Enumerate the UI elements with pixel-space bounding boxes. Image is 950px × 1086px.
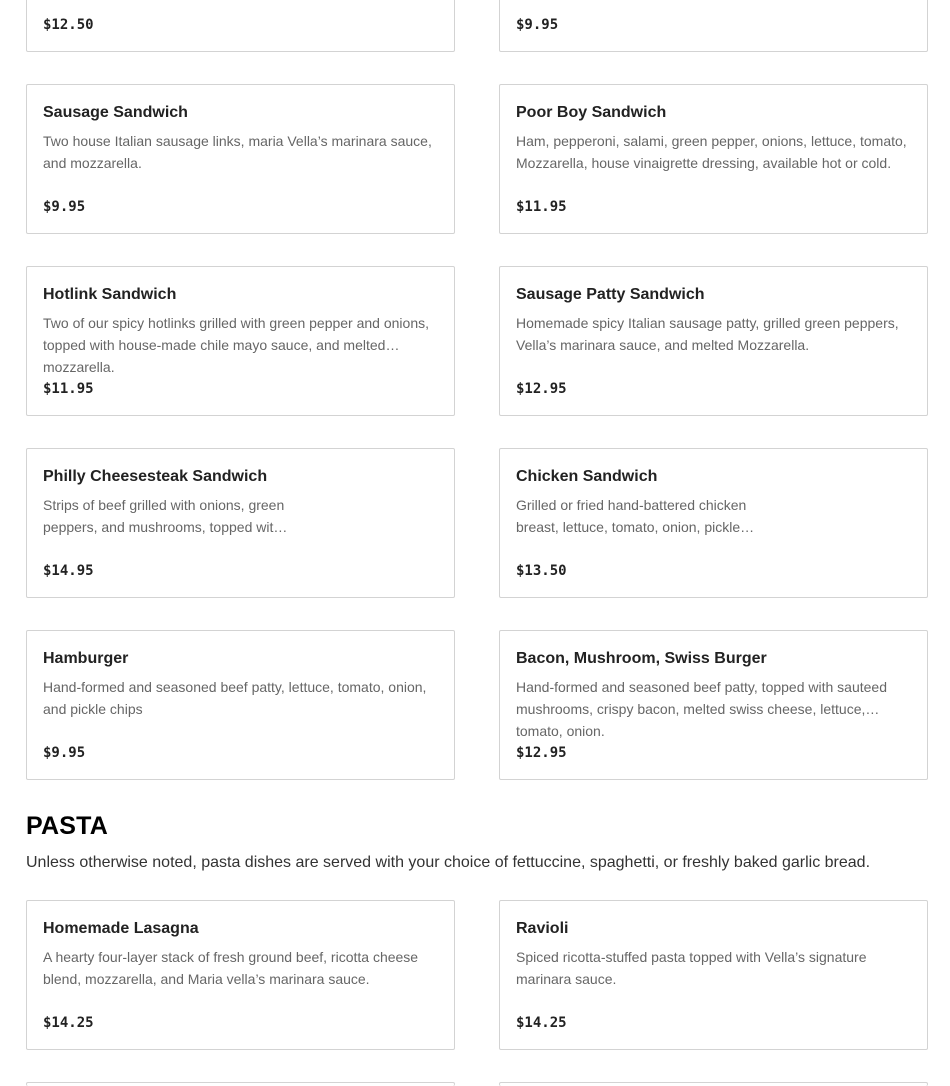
menu-item-name: Chicken Sandwich xyxy=(516,468,658,485)
menu-item-card[interactable] xyxy=(499,900,928,1050)
menu-item-description: Grilled or fried hand-battered chicken breast, lettuce, tomato, onion, pickle… xyxy=(516,497,755,535)
menu-item-description: Hand-formed and seasoned beef patty, lettuce, tomato, onion, and pickle chips xyxy=(43,679,427,717)
menu-item-card[interactable] xyxy=(26,448,455,598)
menu-item-price: $9.95 xyxy=(516,17,559,33)
menu-item-description: Two of our spicy hotlinks grilled with green pepper and onions, topped with house-made chile mayo sauce, and melted mozzarella. xyxy=(43,315,429,375)
menu-item-card[interactable] xyxy=(499,448,928,598)
menu-item-description: Hand-formed and seasoned beef patty, topped with sauteed mushrooms, crispy bacon, melted swiss cheese, lettuce, tomato, onion. xyxy=(516,679,887,739)
menu-item-price: $11.95 xyxy=(516,199,567,215)
menu-item-name: Bacon, Mushroom, Swiss Burger xyxy=(516,650,767,667)
section-description-pasta: Unless otherwise noted, pasta dishes are served with your choice of fettuccine, spaghetti, or freshly baked garlic bread. xyxy=(26,854,871,871)
menu-item-card[interactable] xyxy=(499,630,928,780)
menu-item-card[interactable] xyxy=(26,630,455,780)
menu-item-card[interactable] xyxy=(499,0,928,52)
menu-item-price: $12.50 xyxy=(43,17,94,33)
menu-item-price: $9.95 xyxy=(43,745,86,761)
menu-item-card[interactable] xyxy=(26,900,455,1050)
menu-item-card[interactable] xyxy=(26,84,455,234)
menu-item-description: Ham, pepperoni, salami, green pepper, onions, lettuce, tomato, Mozzarella, house vinaigrette dressing, available hot or cold. xyxy=(516,133,907,171)
menu-item-card[interactable] xyxy=(26,1082,455,1086)
menu-item-card[interactable] xyxy=(499,266,928,416)
menu-item-price: $9.95 xyxy=(43,199,86,215)
menu-item-description: A hearty four-layer stack of fresh ground beef, ricotta cheese blend, mozzarella, and Maria vella’s marinara sauce. xyxy=(43,949,419,987)
menu-item-description: Spiced ricotta-stuffed pasta topped with Vella’s signature marinara sauce. xyxy=(516,949,867,987)
menu-item-description: Two house Italian sausage links, maria Vella’s marinara sauce, and mozzarella. xyxy=(43,133,432,171)
section-title-pasta: PASTA xyxy=(26,812,109,840)
menu-item-name: Ravioli xyxy=(516,920,569,937)
menu-item-price: $12.95 xyxy=(516,745,567,761)
menu-item-price: $13.50 xyxy=(516,563,567,579)
menu-item-description: Strips of beef grilled with onions, green peppers, and mushrooms, topped wit… xyxy=(43,497,288,535)
menu-item-price: $12.95 xyxy=(516,381,567,397)
menu-item-card[interactable] xyxy=(499,1082,928,1086)
menu-item-price: $14.25 xyxy=(43,1015,94,1031)
menu-item-name: Hamburger xyxy=(43,650,129,667)
menu-item-description: Homemade spicy Italian sausage patty, grilled green peppers, Vella’s marinara sauce, and melted Mozzarella. xyxy=(516,315,899,353)
menu-item-name: Philly Cheesesteak Sandwich xyxy=(43,468,268,485)
menu-item-name: Hotlink Sandwich xyxy=(43,286,177,303)
menu-item-name: Homemade Lasagna xyxy=(43,920,199,937)
menu-item-name: Sausage Patty Sandwich xyxy=(516,286,705,303)
menu-item-card[interactable] xyxy=(26,0,455,52)
menu-item-name: Sausage Sandwich xyxy=(43,104,188,121)
menu-item-price: $14.25 xyxy=(516,1015,567,1031)
menu-item-price: $14.95 xyxy=(43,563,94,579)
menu-item-name: Poor Boy Sandwich xyxy=(516,104,667,121)
menu-item-card[interactable] xyxy=(26,266,455,416)
menu-item-price: $11.95 xyxy=(43,381,94,397)
menu-item-card[interactable] xyxy=(499,84,928,234)
